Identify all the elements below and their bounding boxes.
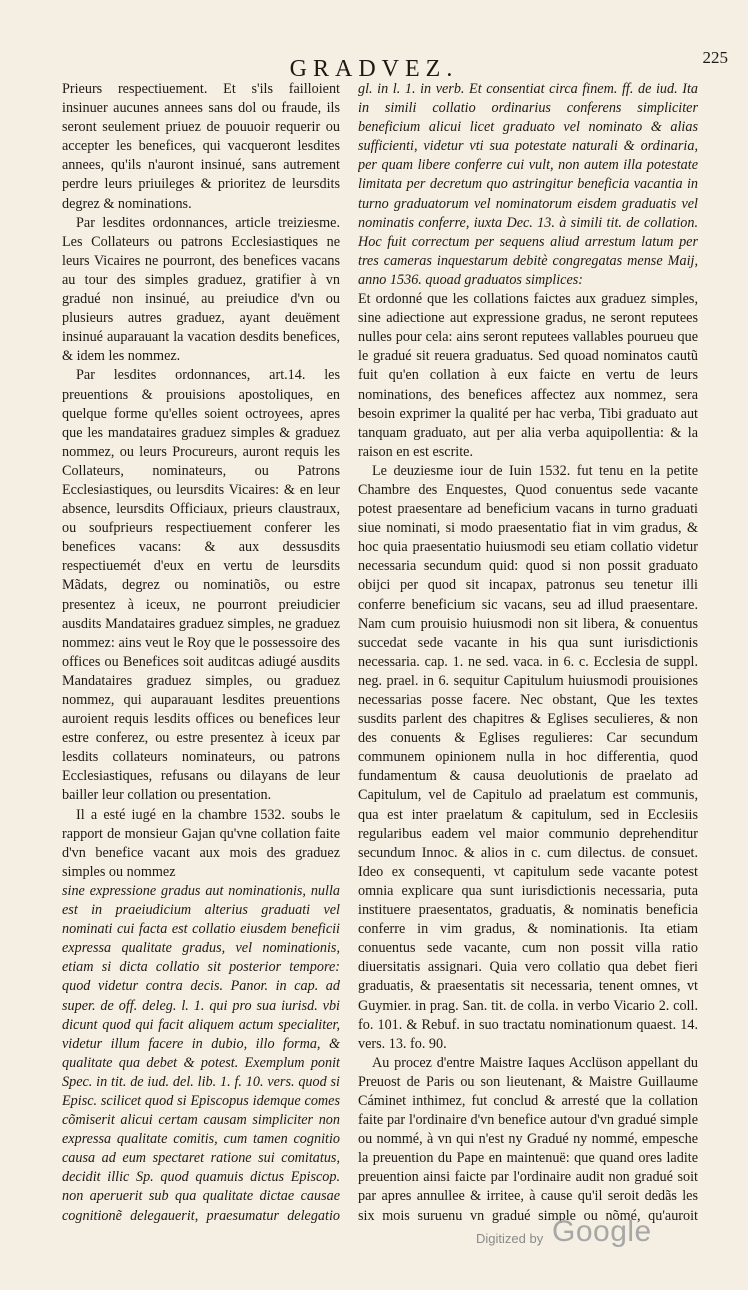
right-column [358, 80, 698, 1225]
latin-passage: sine expressione gradus aut nominationis, nulla est in praeiudicium alterius graduati vel nominati cui facta est collatio eiusdem beneficii expressa qualitate gradus, vel nominationis, etiam si dicta collatio sit posterior tempore: quod videtur contra decis. Panor. in cap. ad super. de off. deleg. l. 1. qui pro sua iurisd. vbi dicunt quod qui facit aliquem actum specialiter, videtur illum facere in dubio, illo forma, & qualitate qua debet & potest. Exemplum ponit Spec. in tit. de iud. del. lib. 1. f. 10. vers. quod si Episc. scilicet quod si Episcopus idemque comes cõmiserit alicui certam causam simpliciter non expressa qualitate comitis, cum tamen cognitio causa ad eum spectaret ratione sui comitatus, decidit illic Sp. quod quamuis dictus Episcop. non aperuerit sub qua qualitate dictae causae cognitionẽ delegauerit, praesumatur delegatio [62, 882, 340, 1224]
paragraph: Et ordonné que les collations faictes aux graduez simples, sine adiectione aut expressione gradus, ne seront reputees nulles pour cela: ains seront reputees vallables pourueu que le gradué sit reuera graduatus. Sed quoad nominatos cautũ fuit qu'en collation à eux faicte en vertu de leurs nominations, des benefices affectez aux nommez, sera besoin exprimer la qualité per hac verba, Tibi graduato aut tanquam graduato, aut per alia verba aquipollentia: & la raison en est escrite. [358, 291, 698, 460]
page-number: 225 [702, 48, 728, 67]
paragraph: Il a esté iugé en la chambre 1532. soubs le rapport de monsieur Gajan qu'vne collation faite d'vn benefice vacant aux mois des graduez simples ou nommez [62, 806, 340, 880]
left-column [62, 80, 340, 1225]
digitized-by-google-watermark [476, 1215, 696, 1255]
paragraph: Par lesdites ordonnances, art.14. les preuentions & prouisions apostoliques, en quelque forme qu'elles soient octroyees, apres que les mandataires graduez simples & graduez nommez, ou leurs Procureurs, auront requis les Collateurs, nominateurs, ou Patrons Ecclesiastiques, ou leursdits Vicaires: & en leur absence, leursdits Officiaux, prieurs claustraux, ou soufprieurs respectiuement conferer les benefices vacans: & aux dessusdits respectiuemét d'eux en vertu de leursdits Mãdats, degrez ou nominatiõs, ou estre presentez à iceux, ne pourront preiudicier ausdits Mandataires graduez simples, ne graduez nommez: ains veut le Roy que le possessoire des offices ou Benefices soit auditcas adiugé ausdits Mandataires graduez simples, ou graduez nommez, qui auparauant lesdites preuentions auroient requis lesdits offices ou benefices leur estre conferez, ou estre presentez à iceux par lesdits collateurs nominateurs, ou patrons Ecclesiastiques, refusans ou dilayans de leur bailler leur collation ou presentation. [62, 367, 340, 804]
running-title: GRADVEZ. [289, 56, 459, 82]
paragraph: Prieurs respectiuement. Et s'ils failloient insinuer aucunes annees sans dol ou fraude, ils seront seulement priuez de pouuoir requerir ou accepter les benefices, qui vacqueront lesdites annees, qu'ils n'auront insinué, sans autrement perdre leurs priuileges & prioritez de leursdits degrez & nominations. [62, 81, 340, 212]
watermark-prefix: Digitized by [476, 1231, 544, 1246]
paragraph: Au procez d'entre Maistre Iaques Acclüson appellant du Preuost de Paris ou son lieutenant, & Maistre Guillaume Cáminet inthimez, fut conclud & arresté que la collation faite par l'ordinaire d'vn benefice autour d'vn gradué simple ou nommé, à vn qui n'est ny Gradué ny nommé, empesche la preuention du Pape en maintenuë: que quand ores ladite preuention ainsi faicte par l'ordinaire audit non gradué soit par apres annullee & irritee, à cause qu'il seroit dedãs les six mois suruenu vn gradué simple ou nõmé, qu'auroit [358, 1054, 698, 1224]
paragraph: Par lesdites ordonnances, article treiziesme. Les Collateurs ou patrons Ecclesiastiques ne leurs Vicaires ne pourront, des benefices vacans au tour des simples graduez, gratifier à vn gradué non insinué, au preiudice d'vn ou plusieurs autres graduez, ayant deuëment insinué auparauant la vacation desdits benefices, & idem les nommez. [62, 214, 340, 365]
google-logo: Google [552, 1215, 652, 1248]
paragraph: Le deuziesme iour de Iuin 1532. fut tenu en la petite Chambre des Enquestes, Quod conuentus sede vacante potest praesentare ad beneficium vacans in turno graduati siue nominati, si modo praesentatio fiat in vim gradus, & hoc quia praesentatio huiusmodi seu etiam collatio videtur necessaria secundum quid: quod si non possit graduato obijci per quod sit incapax, patronus seu tenetur illi conferre beneficium sic vacans, seu ad illud praesentare. Nam cum prouisio huiusmodi non sit libera, & conuentus succedat sede vacante in his qua sunt iurisdictionis necessaria. cap. 1. ne sed. vaca. in 6. c. Ecclesia de suppl. neg. prael. in 6. sequitur Capitulum huiusmodi prouisiones necessarias posse facere. Nec obstant, Que les textes susdits parlent des chapitres & Eglises seculieres, & non des conuents & Eglises regulieres: Car secundum communem opinionem nulla in hoc differentia, quod fundamentum & causa deuolutionis de praelato ad Capitulum, vel de Capitulo ad praelatum est communis, qua est inter praelatum & capitulum, sed in Ecclesiis regularibus eadem vel maior communio deprehenditur secundum Innoc. & alios in c. cum dilectus. de consuet. Ideo ex consequenti, vt capitulum sede vacante potest omnia explicare qua sunt iurisdictionis necessaria, puta instituere praesentatos, graduatis, & nominatis beneficia conferre in vim gradus, & nominationis. Ita etiam conuentus sede vacante, cum non possit villa ratio diuersitatis assignari. Quia vero collatio qua debet fieri graduatis, & praesentatis sit necessaria, tenent omnes, vt Guymier. in prag. San. tit. de colla. in verbo Vicario 2. coll. fo. 101. & Rebuf. in suo tractatu nominationum quaest. 14. vers. 13. fo. 90. [358, 462, 698, 1052]
latin-passage: gl. in l. 1. in verb. Et consentiat circa finem. ff. de iud. Ita in simili collatio ordinarius conferens simpliciter beneficium alicui licet graduato vel nominato & alias sufficienti, videtur vti sua potestate naturali & ordinaria, per quam libere conferre cui vult, non autem illa potestate limitata per decretum quo astringitur beneficia vacantia in turno graduatorum vel nominatorum eisdem graduatis vel nominatis conferre, iuxta Dec. 13. à simili tit. de collation. Hoc fuit correctum per sequens aliud arrestum latum per tres cameras inquestarum debitè congregatas mense Maij, anno 1536. quoad graduatos simplices: [358, 81, 698, 288]
